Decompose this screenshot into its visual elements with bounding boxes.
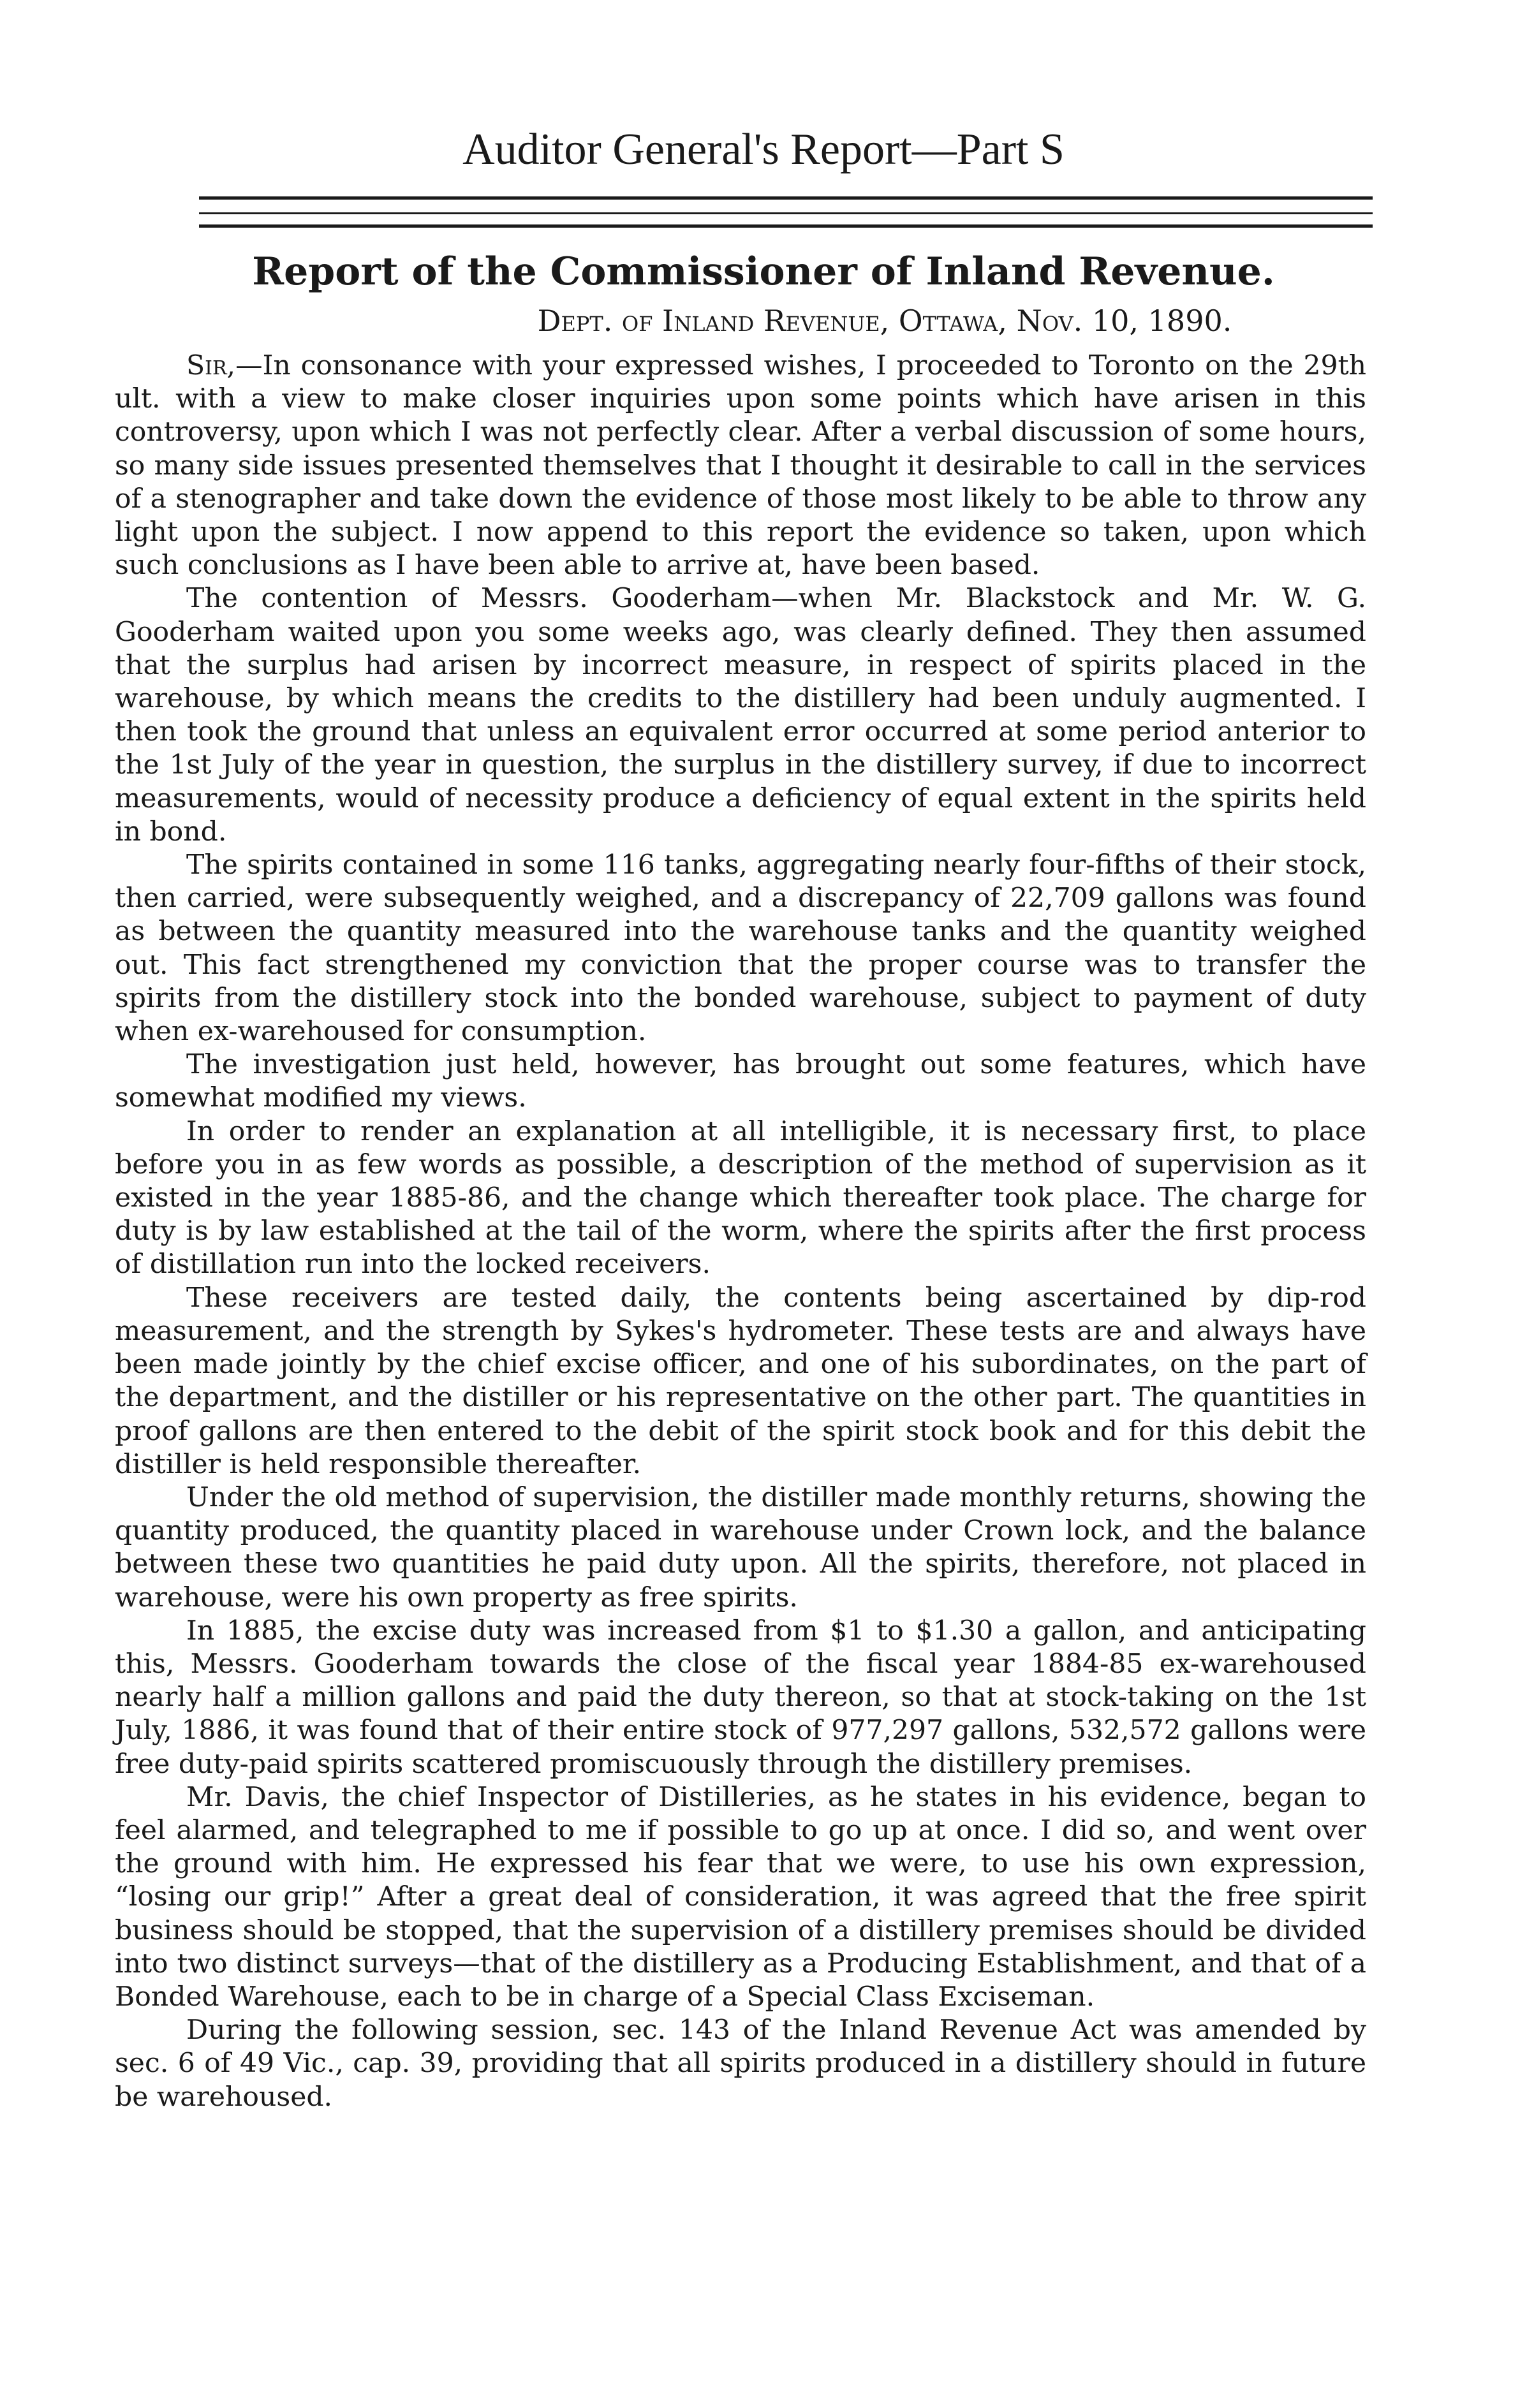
header-rule	[199, 224, 1373, 228]
paragraph: Under the old method of supervision, the distiller made monthly returns, showing the quantity produced, the quantity placed in warehouse under Crown lock, and the balance between these two quantities he paid duty upon. All the spirits, therefore, not placed in warehouse, were his own property as free spirits.	[115, 1481, 1366, 1613]
running-header: Auditor General's Report—Part S	[462, 125, 1065, 174]
header-rule	[199, 212, 1373, 214]
paragraph: In order to render an explanation at all intelligible, it is necessary first, to place before you in as few words as possible, a description of the method of supervision as it existed in the year 1885-86, and the change which thereafter took place. The charge for duty is by law established at the tail of the worm, where the spirits after the first process of distillation run into the locked receivers.	[115, 1115, 1366, 1281]
paragraph: In 1885, the excise duty was increased from $1 to $1.30 a gallon, and anticipating this, Messrs. Gooderham towards the close of the fiscal year 1884-85 ex-warehoused nearly half a million gallons and paid the duty thereon, so that at stock-taking on the 1st July, 1886, it was found that of their entire stock of 977,297 gallons, 532,572 gallons were free duty-paid spirits scattered promiscuously through the distillery premises.	[115, 1615, 1366, 1780]
header-rule	[199, 196, 1373, 200]
paragraph: During the following session, sec. 143 of the Inland Revenue Act was amended by sec. 6 of 49 Vic., cap. 39, providing that all spirits produced in a distillery should in future be warehoused.	[115, 2015, 1366, 2113]
report-body	[115, 349, 1366, 2114]
paragraph: The contention of Messrs. Gooderham—when Mr. Blackstock and Mr. W. G. Gooderham waited upon you some weeks ago, was clearly defined. They then assumed that the surplus had arisen by incorrect measure, in respect of spirits placed in the warehouse, by which means the credits to the distillery had been unduly augmented. I then took the ground that unless an equivalent error occurred at some period anterior to the 1st July of the year in question, the surplus in the distillery survey, if due to incorrect measurements, would of necessity produce a deficiency of equal extent in the spirits held in bond.	[115, 583, 1366, 848]
paragraph	[115, 349, 1366, 582]
paragraph: The spirits contained in some 116 tanks, aggregating nearly four-fifths of their stock, then carried, were subsequently weighed, and a discrepancy of 22,709 gallons was found as between the quantity measured into the warehouse tanks and the quantity weighed out. This fact strengthened my conviction that the proper course was to transfer the spirits from the distillery stock into the bonded warehouse, subject to payment of duty when ex-warehoused for consumption.	[115, 849, 1366, 1048]
paragraph: These receivers are tested daily, the contents being ascertained by dip-rod measurement, and the strength by Sykes's hydrometer. These tests are and always have been made jointly by the chief excise officer, and one of his subordinates, on the part of the department, and the distiller or his representative on the other part. The quantities in proof gallons are then entered to the debit of the spirit stock book and for this debit the distiller is held responsible thereafter.	[115, 1282, 1366, 1480]
paragraph: Mr. Davis, the chief Inspector of Distilleries, as he states in his evidence, began to feel alarmed, and telegraphed to me if possible to go up at once. I did so, and went over the ground with him. He expressed his fear that we were, to use his own expression, “losing our grip!” After a great deal of consideration, it was agreed that the free spirit business should be stopped, that the supervision of a distillery premises should be divided into two distinct surveys—that of the distillery as a Producing Establishment, and that of a Bonded Warehouse, each to be in charge of a Special Class Exciseman.	[115, 1781, 1366, 2013]
paragraph: The investigation just held, however, has brought out some features, which have somewhat modified my views.	[115, 1049, 1366, 1114]
paragraph-text: —In consonance with your expressed wishes, I proceeded to Toronto on the 29th ult. with a view to make closer inquiries upon some points which have arisen in this controversy, upon which I was not perfectly clear. After a verbal discussion of some hours, so many side issues presented themselves that I thought it desirable to call in the services of a stenographer and take down the evidence of those most likely to be able to throw any light upon the subject. I now append to this report the evidence so taken, upon which such conclusions as I have been able to arrive at, have been based.	[115, 350, 1366, 582]
report-title: Report of the Commissioner of Inland Revenue.	[252, 249, 1275, 294]
salutation: Sir,	[186, 350, 236, 381]
dateline: Dept. of Inland Revenue, Ottawa, Nov. 10, 1890.	[537, 304, 1232, 338]
